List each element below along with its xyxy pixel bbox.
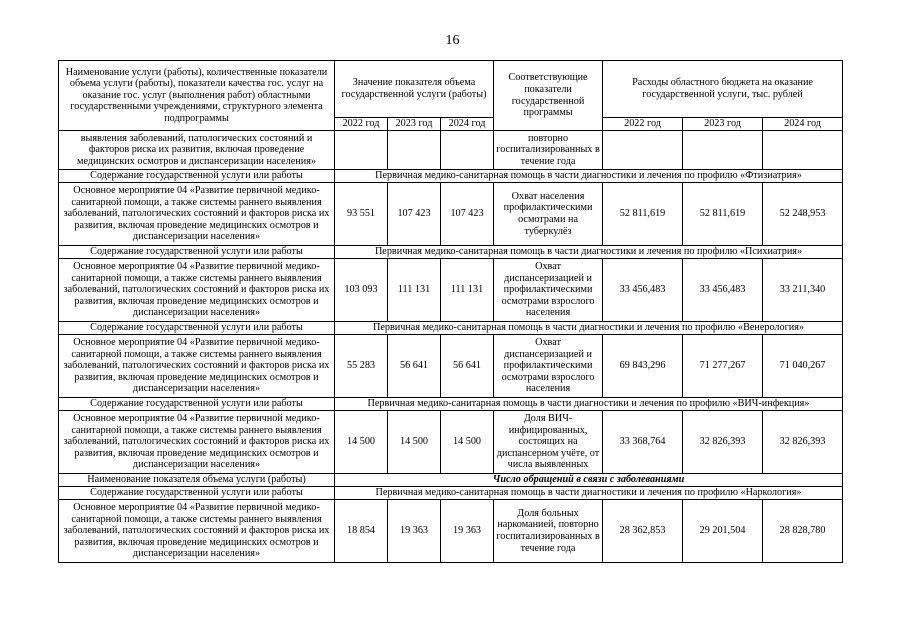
content-label: Содержание государственной услуги или работы	[59, 487, 335, 500]
budget-2022: 69 843,296	[603, 335, 683, 398]
continuation-name: выявления заболеваний, патологических состояний и факторов риска их развития, включая проведение медицинских осмотров и диспансеризации населения»	[59, 131, 335, 170]
budget-2024: 33 211,340	[763, 259, 843, 322]
content-row	[59, 170, 843, 183]
volume-2023: 14 500	[388, 411, 441, 474]
budget-2023: 71 277,267	[683, 335, 763, 398]
volume-2022: 55 283	[335, 335, 388, 398]
data-row	[59, 259, 843, 322]
content-label: Содержание государственной услуги или работы	[59, 322, 335, 335]
program-indicator: Доля больных наркоманией, повторно госпитализированных в течение года	[494, 500, 603, 563]
content-row	[59, 322, 843, 335]
volume-2023: 56 641	[388, 335, 441, 398]
header-budget: Расходы областного бюджета на оказание государственной услуги, тыс. рублей	[603, 61, 843, 118]
header-indicators: Соответствующие показатели государственной программы	[494, 61, 603, 131]
content-value: Первичная медико-санитарная помощь в части диагностики и лечения по профилю «ВИЧ-инфекция»	[335, 398, 843, 411]
data-row	[59, 411, 843, 474]
volume-2023: 107 423	[388, 183, 441, 246]
event-name: Основное мероприятие 04 «Развитие первичной медико-санитарной помощи, а также системы раннего выявления заболеваний, патологических состояний и факторов риска их развития, включая проведение медицинских осмотров и диспансеризации населения»	[59, 183, 335, 246]
services-table	[58, 60, 843, 563]
budget-2024: 71 040,267	[763, 335, 843, 398]
volume-indicator-value: Число обращений в связи с заболеваниями	[335, 474, 843, 487]
header-row	[59, 61, 843, 118]
data-row	[59, 183, 843, 246]
header-budget-year-2022: 2022 год	[603, 118, 683, 131]
content-value: Первичная медико-санитарная помощь в части диагностики и лечения по профилю «Фтизиатрия»	[335, 170, 843, 183]
header-year-2023: 2023 год	[388, 118, 441, 131]
budget-2024: 32 826,393	[763, 411, 843, 474]
header-year-2022: 2022 год	[335, 118, 388, 131]
header-year-2024: 2024 год	[441, 118, 494, 131]
volume-2022: 103 093	[335, 259, 388, 322]
program-indicator: Охват диспансеризацией и профилактическими осмотрами взрослого населения	[494, 259, 603, 322]
content-value: Первичная медико-санитарная помощь в части диагностики и лечения по профилю «Венерология»	[335, 322, 843, 335]
program-indicator: Охват населения профилактическими осмотрами на туберкулёз	[494, 183, 603, 246]
budget-2023: 52 811,619	[683, 183, 763, 246]
content-row	[59, 246, 843, 259]
volume-2024: 111 131	[441, 259, 494, 322]
volume-2024: 107 423	[441, 183, 494, 246]
volume-indicator-label: Наименование показателя объема услуги (работы)	[59, 474, 335, 487]
program-indicator: Охват диспансеризацией и профилактическими осмотрами взрослого населения	[494, 335, 603, 398]
volume-2022: 93 551	[335, 183, 388, 246]
volume-indicator-row	[59, 474, 843, 487]
content-label: Содержание государственной услуги или работы	[59, 246, 335, 259]
program-indicator: Доля ВИЧ-инфицированных, состоящих на диспансерном учёте, от числа выявленных	[494, 411, 603, 474]
content-label: Содержание государственной услуги или работы	[59, 170, 335, 183]
continuation-indicator: повторно госпитализированных в течение года	[494, 131, 603, 170]
event-name: Основное мероприятие 04 «Развитие первичной медико-санитарной помощи, а также системы раннего выявления заболеваний, патологических состояний и факторов риска их развития, включая проведение медицинских осмотров и диспансеризации населения»	[59, 411, 335, 474]
budget-2022: 52 811,619	[603, 183, 683, 246]
budget-2022: 33 368,764	[603, 411, 683, 474]
content-value: Первичная медико-санитарная помощь в части диагностики и лечения по профилю «Наркология»	[335, 487, 843, 500]
volume-2024: 56 641	[441, 335, 494, 398]
event-name: Основное мероприятие 04 «Развитие первичной медико-санитарной помощи, а также системы раннего выявления заболеваний, патологических состояний и факторов риска их развития, включая проведение медицинских осмотров и диспансеризации населения»	[59, 259, 335, 322]
page-number: 16	[445, 33, 460, 48]
volume-2024: 14 500	[441, 411, 494, 474]
event-name: Основное мероприятие 04 «Развитие первичной медико-санитарной помощи, а также системы раннего выявления заболеваний, патологических состояний и факторов риска их развития, включая проведение медицинских осмотров и диспансеризации населения»	[59, 335, 335, 398]
event-name: Основное мероприятие 04 «Развитие первичной медико-санитарной помощи, а также системы раннего выявления заболеваний, патологических состояний и факторов риска их развития, включая проведение медицинских осмотров и диспансеризации населения»	[59, 500, 335, 563]
volume-2024: 19 363	[441, 500, 494, 563]
budget-2022: 33 456,483	[603, 259, 683, 322]
volume-2022: 18 854	[335, 500, 388, 563]
volume-2023: 19 363	[388, 500, 441, 563]
budget-2023: 33 456,483	[683, 259, 763, 322]
header-budget-year-2024: 2024 год	[763, 118, 843, 131]
header-service-name: Наименование услуги (работы), количественные показатели объема услуги (работы), показатели качества гос. услуг на оказание гос. услуг (выполнения работ) областными государственными учреждениями, структурного элемента подпрограммы	[59, 61, 335, 131]
volume-2022: 14 500	[335, 411, 388, 474]
content-row	[59, 487, 843, 500]
data-row	[59, 335, 843, 398]
budget-2022: 28 362,853	[603, 500, 683, 563]
budget-2024: 52 248,953	[763, 183, 843, 246]
content-label: Содержание государственной услуги или работы	[59, 398, 335, 411]
volume-2023: 111 131	[388, 259, 441, 322]
budget-2023: 29 201,504	[683, 500, 763, 563]
content-row	[59, 398, 843, 411]
budget-2023: 32 826,393	[683, 411, 763, 474]
budget-2024: 28 828,780	[763, 500, 843, 563]
data-row	[59, 500, 843, 563]
header-budget-year-2023: 2023 год	[683, 118, 763, 131]
content-value: Первичная медико-санитарная помощь в части диагностики и лечения по профилю «Психиатрия»	[335, 246, 843, 259]
header-volume: Значение показателя объема государственной услуги (работы)	[335, 61, 494, 118]
continuation-row	[59, 131, 843, 170]
